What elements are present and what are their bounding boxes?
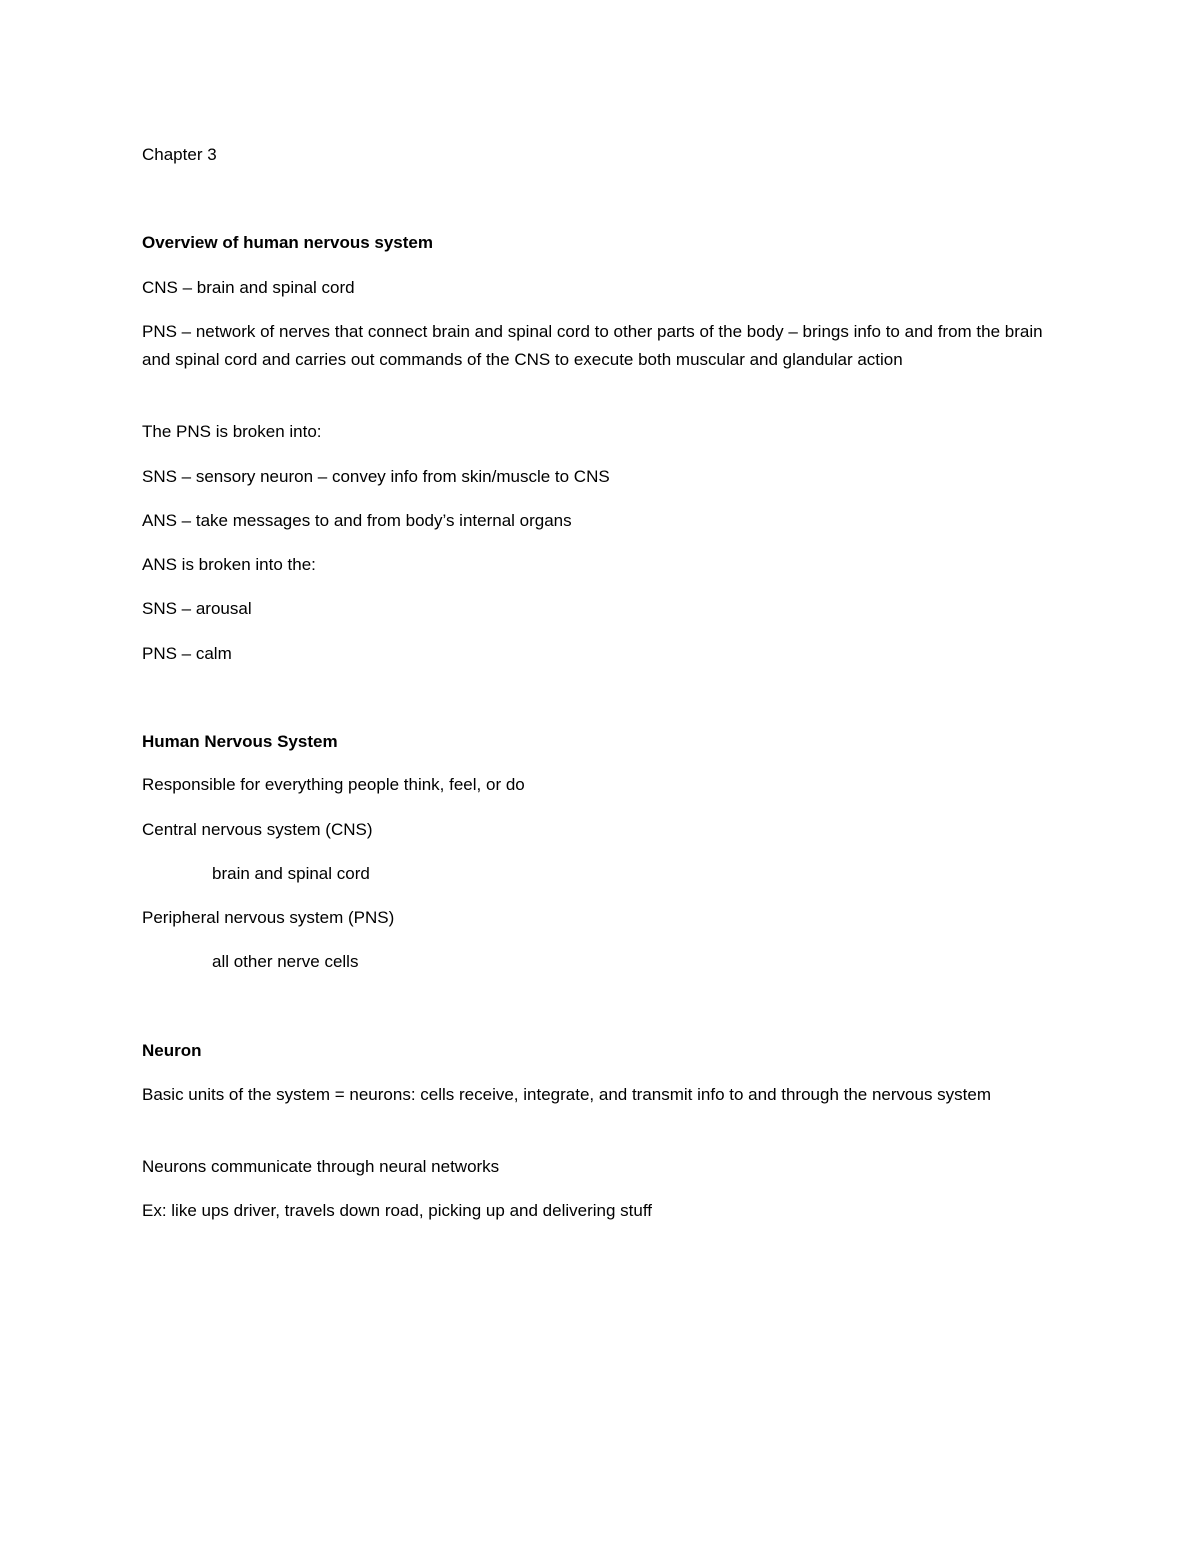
paragraph-pns-calm: PNS – calm <box>142 644 232 663</box>
paragraph-pns: PNS – network of nerves that connect brain and spinal cord to other parts of the body – brings info to and from the brain and spinal cord and carries out commands of the CNS to execute both muscular and glandular action <box>142 322 1043 369</box>
paragraph-basic-units: Basic units of the system = neurons: cells receive, integrate, and transmit info to and through the nervous system <box>142 1085 992 1104</box>
paragraph-example: Ex: like ups driver, travels down road, picking up and delivering stuff <box>142 1201 652 1220</box>
paragraph-sns-arousal: SNS – arousal <box>142 599 252 618</box>
paragraph-pns-broken: The PNS is broken into: <box>142 422 322 441</box>
paragraph-responsible: Responsible for everything people think, feel, or do <box>142 775 525 794</box>
paragraph-pns-title: Peripheral nervous system (PNS) <box>142 908 395 927</box>
paragraph-cns-title: Central nervous system (CNS) <box>142 820 373 839</box>
paragraph-sns-sensory: SNS – sensory neuron – convey info from skin/muscle to CNS <box>142 467 610 486</box>
chapter-title: Chapter 3 <box>142 145 217 164</box>
paragraph-pns-detail: all other nerve cells <box>212 952 359 971</box>
paragraph-communicate: Neurons communicate through neural networks <box>142 1157 500 1176</box>
paragraph-ans-broken: ANS is broken into the: <box>142 555 316 574</box>
paragraph-cns-detail: brain and spinal cord <box>212 864 370 883</box>
paragraph-ans: ANS – take messages to and from body’s internal organs <box>142 511 572 530</box>
section-heading-neuron: Neuron <box>142 1041 202 1060</box>
section-heading-overview: Overview of human nervous system <box>142 233 433 252</box>
paragraph-cns: CNS – brain and spinal cord <box>142 278 355 297</box>
section-heading-human-nervous-system: Human Nervous System <box>142 732 338 751</box>
